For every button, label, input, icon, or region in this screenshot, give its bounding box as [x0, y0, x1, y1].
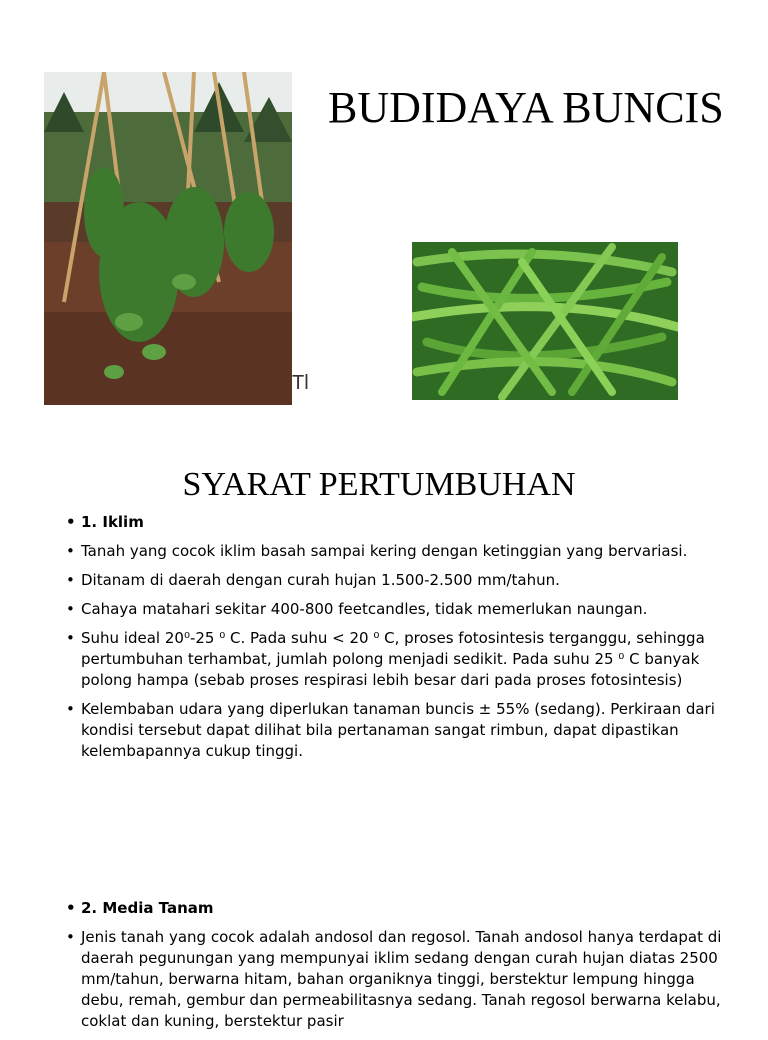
section-heading: • 2. Media Tanam	[66, 898, 726, 919]
climate-list	[66, 512, 726, 770]
list-item: • Jenis tanah yang cocok adalah andosol dan regosol. Tanah andosol hanya terdapat di daerah pegunungan yang mempunyai iklim sedang dengan curah hujan diatas 2500 mm/tahun, berwarna hitam, bahan organiknya tinggi, berstektur lempung hingga debu, remah, gembur dan permeabilitasnya sedang. Tanah regosol berwarna kelabu, coklat dan kuning, berstektur pasir	[66, 927, 726, 1032]
slide-growth-requirements	[0, 420, 768, 1030]
bean-garden-photo	[44, 72, 292, 405]
bean-garden-illustration	[44, 72, 292, 405]
list-item: • Ditanam di daerah dengan curah hujan 1.500-2.500 mm/tahun.	[66, 570, 726, 591]
media-list	[66, 898, 726, 1040]
section-heading: • 1. Iklim	[66, 512, 726, 533]
stray-text: Tl	[292, 372, 309, 394]
list-item: • Suhu ideal 20⁰-25 ⁰ C. Pada suhu < 20 ⁰ C, proses fotosintesis terganggu, sehingga pertumbuhan terhambat, jumlah polong menjadi sedikit. Pada suhu 25 ⁰ C banyak polong hampa (sebab proses respirasi lebih besar dari pada proses fotosintesis)	[66, 628, 726, 691]
slide-title-text: SYARAT PERTUMBUHAN	[182, 466, 576, 503]
list-item: • Tanah yang cocok iklim basah sampai kering dengan ketinggian yang bervariasi.	[66, 541, 726, 562]
list-item: • Cahaya matahari sekitar 400-800 feetcandles, tidak memerlukan naungan.	[66, 599, 726, 620]
list-item: • Kelembaban udara yang diperlukan tanaman buncis ± 55% (sedang). Perkiraan dari kondisi tersebut dapat dilihat bila pertanaman sangat rimbun, dapat dipastikan kelembapannya cukup tinggi.	[66, 699, 726, 762]
green-beans-illustration	[412, 242, 678, 400]
slide-title	[0, 0, 768, 420]
slide-title-text: BUDIDAYA BUNCIS	[328, 83, 724, 132]
green-beans-photo	[412, 242, 678, 400]
